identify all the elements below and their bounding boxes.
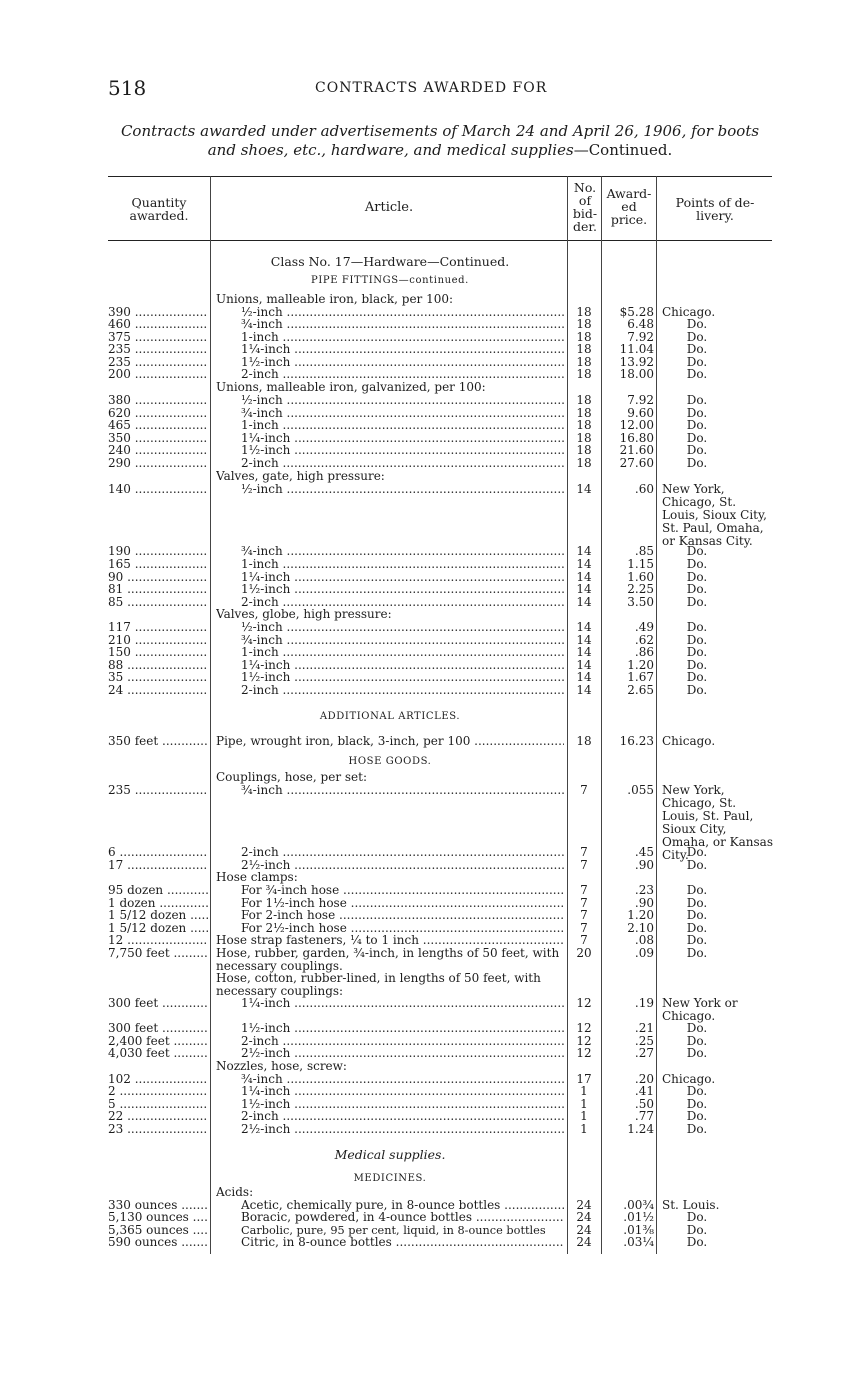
- price-cell: .50: [634, 1097, 654, 1111]
- article-cell: ¾-inch .....: [241, 318, 564, 331]
- article-cell: 1¼-inch .....: [241, 1085, 564, 1098]
- price-cell: .25: [634, 1034, 654, 1048]
- bidder-cell: 18: [576, 355, 592, 369]
- price-cell: 13.92: [619, 355, 654, 369]
- delivery-cell: Do.: [686, 1235, 708, 1249]
- header-bottom-rule: [108, 240, 772, 241]
- article-cell: 1¼-inch .....: [241, 571, 564, 584]
- article-cell: ½-inch .....: [241, 621, 564, 634]
- table-caption: [108, 122, 772, 160]
- delivery-cell: Do.: [686, 1097, 708, 1111]
- quantity-cell: 35 .....: [108, 671, 208, 684]
- table-row: [0, 1047, 843, 1060]
- price-cell: .01⅜: [623, 1223, 654, 1237]
- article-cell: 2-inch .....: [241, 596, 564, 609]
- price-cell: .85: [634, 544, 654, 558]
- table-row: [0, 558, 843, 571]
- delivery-cell: Do.: [686, 658, 708, 672]
- quantity-cell: 140 .....: [108, 483, 208, 496]
- bidder-cell: 14: [576, 633, 592, 647]
- wrapped-article: Hose, rubber, garden, ¾-inch, in lengths of 50 feet, with necessary couplings.: [216, 946, 560, 973]
- delivery-cell: Chicago.: [662, 1072, 716, 1086]
- article-cell: Citric, in 8-ounce bottles .....: [241, 1236, 564, 1249]
- delivery-cell: Do.: [686, 367, 708, 381]
- quantity-cell: 85 .....: [108, 596, 208, 609]
- quantity-cell: 90 .....: [108, 571, 208, 584]
- delivery-cell: Do.: [686, 595, 708, 609]
- delivery-cell: Do.: [686, 670, 708, 684]
- table-row: [0, 457, 843, 470]
- article-cell: ½-inch .....: [241, 483, 564, 496]
- price-cell: .49: [634, 620, 654, 634]
- delivery-cell: Do.: [686, 443, 708, 457]
- table-row: [0, 1022, 843, 1035]
- article-cell: Boracic, powdered, in 4-ounce bottles .....: [241, 1211, 564, 1224]
- bidder-cell: 14: [576, 595, 592, 609]
- price-cell: .09: [634, 946, 654, 960]
- article-cell: ¾-inch .....: [241, 784, 564, 797]
- quantity-cell: 4,030 feet .....: [108, 1047, 208, 1060]
- price-cell: 11.04: [619, 342, 654, 356]
- article-cell: 1¼-inch .....: [241, 343, 564, 356]
- bidder-cell: 1: [580, 1084, 588, 1098]
- article-cell: For 2½-inch hose .....: [241, 922, 564, 935]
- delivery-cell: Do.: [686, 933, 708, 947]
- price-cell: .21: [634, 1021, 654, 1035]
- price-cell: .08: [634, 933, 654, 947]
- price-cell: 9.60: [627, 406, 654, 420]
- bidder-cell: 1: [580, 1097, 588, 1111]
- quantity-cell: 81 .....: [108, 583, 208, 596]
- quantity-cell: 1 5/12 dozen .....: [108, 922, 208, 935]
- quantity-cell: 465 .....: [108, 419, 208, 432]
- bidder-cell: 18: [576, 393, 592, 407]
- delivery-cell: Do.: [686, 342, 708, 356]
- quantity-cell: 620 .....: [108, 407, 208, 420]
- bidder-cell: 12: [576, 1021, 592, 1035]
- delivery-points: New York, Chicago, St. Louis, St. Paul, Sioux City, Omaha, or Kansas City.: [662, 783, 773, 862]
- quantity-cell: 22 .....: [108, 1110, 208, 1123]
- quantity-cell: 300 feet .....: [108, 997, 208, 1010]
- article-cell: 2½-inch .....: [241, 1047, 564, 1060]
- article-cell: 1½-inch .....: [241, 583, 564, 596]
- group-heading: Unions, malleable iron, black, per 100:: [216, 293, 454, 306]
- delivery-cell: Do.: [686, 620, 708, 634]
- article-cell: 1-inch .....: [241, 646, 564, 659]
- quantity-cell: 330 ounces .....: [108, 1199, 208, 1212]
- quantity-cell: 390 .....: [108, 306, 208, 319]
- delivery-cell: Do.: [686, 633, 708, 647]
- bidder-cell: 24: [576, 1210, 592, 1224]
- quantity-cell: 165 .....: [108, 558, 208, 571]
- article-cell: For 2-inch hose .....: [241, 909, 564, 922]
- bidder-cell: 7: [580, 845, 588, 859]
- delivery-cell: Do.: [686, 431, 708, 445]
- quantity-cell: 1 5/12 dozen .....: [108, 909, 208, 922]
- table-row: [0, 343, 843, 356]
- price-cell: 6.48: [627, 317, 654, 331]
- price-cell: .60: [634, 482, 654, 496]
- group-heading: Hose clamps:: [216, 871, 298, 884]
- article-cell: 1½-inch .....: [241, 444, 564, 457]
- table-row: [0, 1123, 843, 1136]
- price-cell: .01½: [623, 1210, 654, 1224]
- bidder-cell: 12: [576, 1046, 592, 1060]
- bidder-cell: 18: [576, 418, 592, 432]
- table-row: [0, 671, 843, 684]
- bidder-cell: 24: [576, 1235, 592, 1249]
- article-cell: 1½-inch .....: [241, 356, 564, 369]
- group-heading: Acids:: [216, 1186, 254, 1199]
- bidder-cell: 1: [580, 1109, 588, 1123]
- header-article: Article.: [364, 200, 414, 215]
- article-cell: Pipe, wrought iron, black, 3-inch, per 100 .....: [216, 735, 564, 748]
- price-cell: .90: [634, 858, 654, 872]
- table-row: [0, 545, 843, 558]
- bidder-cell: 18: [576, 431, 592, 445]
- pipe-fittings-heading: PIPE FITTINGS—continued.: [311, 275, 469, 286]
- quantity-cell: 350 .....: [108, 432, 208, 445]
- quantity-cell: 235 .....: [108, 343, 208, 356]
- quantity-cell: 235 .....: [108, 784, 208, 797]
- bidder-cell: 18: [576, 317, 592, 331]
- article-cell: 2-inch .....: [241, 1110, 564, 1123]
- bidder-cell: 14: [576, 683, 592, 697]
- delivery-cell: Do.: [686, 544, 708, 558]
- quantity-cell: 300 feet .....: [108, 1022, 208, 1035]
- header-quantity: Quantity awarded.: [129, 195, 189, 223]
- bidder-cell: 18: [576, 342, 592, 356]
- bidder-cell: 24: [576, 1198, 592, 1212]
- header-bidder: No. of bid- der.: [572, 180, 598, 234]
- delivery-cell: Do.: [686, 645, 708, 659]
- price-cell: .27: [634, 1046, 654, 1060]
- price-cell: 2.65: [627, 683, 654, 697]
- delivery-cell: Do.: [686, 393, 708, 407]
- price-cell: 2.25: [627, 582, 654, 596]
- delivery-cell: Do.: [686, 845, 708, 859]
- quantity-cell: 17 .....: [108, 859, 208, 872]
- delivery-cell: Do.: [686, 456, 708, 470]
- article-cell: 2-inch .....: [241, 457, 564, 470]
- price-cell: 1.60: [627, 570, 654, 584]
- bidder-cell: 14: [576, 620, 592, 634]
- quantity-cell: 590 ounces .....: [108, 1236, 208, 1249]
- quantity-cell: 95 dozen .....: [108, 884, 208, 897]
- quantity-cell: 290 .....: [108, 457, 208, 470]
- table-row: [0, 1211, 843, 1224]
- delivery-cell: Do.: [686, 330, 708, 344]
- article-cell: For ¾-inch hose .....: [241, 884, 564, 897]
- quantity-cell: 12 .....: [108, 934, 208, 947]
- table-row: [0, 444, 843, 457]
- delivery-cell: Do.: [686, 1223, 708, 1237]
- article-cell: ¾-inch .....: [241, 1073, 564, 1086]
- article-cell: 1½-inch .....: [241, 1098, 564, 1111]
- article-cell: 1-inch .....: [241, 331, 564, 344]
- delivery-cell: Do.: [686, 883, 708, 897]
- article-cell: 2-inch .....: [241, 368, 564, 381]
- bidder-cell: 14: [576, 544, 592, 558]
- delivery-cell: Do.: [686, 570, 708, 584]
- bidder-cell: 14: [576, 645, 592, 659]
- bidder-cell: 14: [576, 482, 592, 496]
- delivery-cell: Do.: [686, 1084, 708, 1098]
- group-heading: Valves, gate, high pressure:: [216, 470, 385, 483]
- delivery-cell: Do.: [686, 896, 708, 910]
- quantity-cell: 200 .....: [108, 368, 208, 381]
- page-number: 518: [108, 76, 147, 100]
- bidder-cell: 7: [580, 883, 588, 897]
- delivery-cell: St. Louis.: [662, 1198, 720, 1212]
- group-heading: Nozzles, hose, screw:: [216, 1060, 347, 1073]
- price-cell: 7.92: [627, 330, 654, 344]
- additional-heading: ADDITIONAL ARTICLES.: [319, 711, 461, 722]
- group-heading: Valves, globe, high pressure:: [216, 608, 392, 621]
- article-cell: ¾-inch .....: [241, 634, 564, 647]
- price-cell: 1.67: [627, 670, 654, 684]
- bidder-cell: 7: [580, 933, 588, 947]
- bidder-cell: 20: [576, 946, 592, 960]
- quantity-cell: 88 .....: [108, 659, 208, 672]
- table-row: [0, 684, 843, 697]
- table-row: [0, 1110, 843, 1123]
- article-cell: 2-inch .....: [241, 846, 564, 859]
- delivery-points: New York, Chicago, St. Louis, Sioux City, St. Paul, Omaha, or Kansas City.: [662, 482, 767, 548]
- quantity-cell: 375 .....: [108, 331, 208, 344]
- hose-goods-heading: HOSE GOODS.: [348, 756, 432, 767]
- quantity-cell: 240 .....: [108, 444, 208, 457]
- bidder-cell: 7: [580, 908, 588, 922]
- article-cell: 1¼-inch .....: [241, 432, 564, 445]
- price-cell: .20: [634, 1072, 654, 1086]
- article-cell: 1-inch .....: [241, 419, 564, 432]
- price-cell: .62: [634, 633, 654, 647]
- article-cell: 2-inch .....: [241, 1035, 564, 1048]
- bidder-cell: 18: [576, 330, 592, 344]
- delivery-cell: Do.: [686, 1109, 708, 1123]
- table-row: [0, 368, 843, 381]
- price-cell: .90: [634, 896, 654, 910]
- price-cell: 1.20: [627, 908, 654, 922]
- quantity-cell: 1 dozen .....: [108, 897, 208, 910]
- running-head: CONTRACTS AWARDED FOR: [315, 80, 548, 96]
- table-row: [0, 621, 843, 634]
- delivery-cell: Do.: [686, 908, 708, 922]
- bidder-cell: 7: [580, 858, 588, 872]
- group-heading: Hose, cotton, rubber-lined, in lengths of 50 feet, with necessary couplings:: [216, 971, 541, 998]
- price-cell: 1.20: [627, 658, 654, 672]
- quantity-cell: 23 .....: [108, 1123, 208, 1136]
- table-row: [0, 909, 843, 922]
- bidder-cell: 14: [576, 570, 592, 584]
- article-cell: 1½-inch .....: [241, 1022, 564, 1035]
- price-cell: .86: [634, 645, 654, 659]
- price-cell: .19: [634, 996, 654, 1010]
- bidder-cell: 14: [576, 582, 592, 596]
- delivery-cell: Chicago.: [662, 305, 716, 319]
- quantity-cell: 24 .....: [108, 684, 208, 697]
- article-cell: ¾-inch .....: [241, 407, 564, 420]
- table-row: [0, 419, 843, 432]
- article-cell: Hose strap fasteners, ¼ to 1 inch .....: [216, 934, 564, 947]
- price-cell: .00¾: [623, 1198, 654, 1212]
- quantity-cell: 380 .....: [108, 394, 208, 407]
- article-cell: 2½-inch .....: [241, 859, 564, 872]
- price-cell: .41: [634, 1084, 654, 1098]
- table-row: [0, 1085, 843, 1098]
- quantity-cell: 350 feet .....: [108, 735, 208, 748]
- article-cell: ½-inch .....: [241, 306, 564, 319]
- class-heading: Class No. 17—Hardware—Continued.: [270, 254, 510, 269]
- price-cell: 2.10: [627, 921, 654, 935]
- quantity-cell: 150 .....: [108, 646, 208, 659]
- quantity-cell: 5 .....: [108, 1098, 208, 1111]
- bidder-cell: 14: [576, 658, 592, 672]
- delivery-cell: Do.: [686, 557, 708, 571]
- delivery-cell: Do.: [686, 317, 708, 331]
- table-row: [0, 735, 843, 748]
- bidder-cell: 1: [580, 1122, 588, 1136]
- article-cell: 2-inch .....: [241, 684, 564, 697]
- table-row: [0, 846, 843, 859]
- caption-continued: —Continued.: [573, 141, 673, 159]
- table-row: [0, 1236, 843, 1249]
- medicines-heading: MEDICINES.: [353, 1173, 427, 1184]
- quantity-cell: 5,130 ounces .....: [108, 1211, 208, 1224]
- medical-heading: Medical supplies.: [334, 1147, 446, 1162]
- price-cell: 16.23: [619, 734, 654, 748]
- delivery-cell: Do.: [686, 1210, 708, 1224]
- delivery-points: New York or Chicago.: [662, 996, 738, 1023]
- delivery-cell: Chicago.: [662, 734, 716, 748]
- quantity-cell: 235 .....: [108, 356, 208, 369]
- price-cell: 12.00: [619, 418, 654, 432]
- quantity-cell: 190 .....: [108, 545, 208, 558]
- article-cell: Carbolic, pure, 95 per cent, liquid, in 8-ounce bottles: [241, 1224, 546, 1237]
- price-cell: 18.00: [619, 367, 654, 381]
- bidder-cell: 7: [580, 896, 588, 910]
- delivery-cell: Do.: [686, 406, 708, 420]
- quantity-cell: 2 .....: [108, 1085, 208, 1098]
- price-cell: .055: [627, 783, 654, 797]
- table-row: [0, 884, 843, 897]
- quantity-cell: 460 .....: [108, 318, 208, 331]
- bidder-cell: 7: [580, 783, 588, 797]
- bidder-cell: 24: [576, 1223, 592, 1237]
- article-cell: 1-inch .....: [241, 558, 564, 571]
- bidder-cell: 18: [576, 305, 592, 319]
- quantity-cell: 5,365 ounces .....: [108, 1224, 208, 1237]
- bidder-cell: 18: [576, 443, 592, 457]
- quantity-cell: 210 .....: [108, 634, 208, 647]
- bidder-cell: 12: [576, 1034, 592, 1048]
- table-row: [0, 583, 843, 596]
- bidder-cell: 18: [576, 456, 592, 470]
- bidder-cell: 18: [576, 367, 592, 381]
- price-cell: .77: [634, 1109, 654, 1123]
- delivery-cell: Do.: [686, 355, 708, 369]
- article-cell: ½-inch .....: [241, 394, 564, 407]
- bidder-cell: 18: [576, 406, 592, 420]
- price-cell: .45: [634, 845, 654, 859]
- quantity-cell: 7,750 feet .....: [108, 947, 208, 960]
- bidder-cell: 7: [580, 921, 588, 935]
- header-price: Award- ed price.: [606, 186, 652, 227]
- price-cell: 27.60: [619, 456, 654, 470]
- article-cell: For 1½-inch hose .....: [241, 897, 564, 910]
- bidder-cell: 14: [576, 670, 592, 684]
- table-row: [0, 394, 843, 407]
- article-cell: ¾-inch .....: [241, 545, 564, 558]
- bidder-cell: 18: [576, 734, 592, 748]
- quantity-cell: 117 .....: [108, 621, 208, 634]
- article-cell: Acetic, chemically pure, in 8-ounce bottles .....: [241, 1199, 564, 1212]
- price-cell: 1.15: [627, 557, 654, 571]
- table-row: [0, 646, 843, 659]
- quantity-cell: 102 .....: [108, 1073, 208, 1086]
- table-top-rule: [108, 176, 772, 177]
- bidder-cell: 12: [576, 996, 592, 1010]
- bidder-cell: 17: [576, 1072, 592, 1086]
- quantity-cell: 2,400 feet .....: [108, 1035, 208, 1048]
- article-cell: 1¼-inch .....: [241, 997, 564, 1010]
- price-cell: 3.50: [627, 595, 654, 609]
- price-cell: 7.92: [627, 393, 654, 407]
- bidder-cell: 14: [576, 557, 592, 571]
- delivery-cell: Do.: [686, 921, 708, 935]
- caption-text: Contracts awarded under advertisements of March 24 and April 26, 1906, for boots and shoes, etc., hardware, and medical supplies: [120, 122, 760, 159]
- article-cell: 1½-inch .....: [241, 671, 564, 684]
- delivery-cell: Do.: [686, 418, 708, 432]
- delivery-cell: Do.: [686, 858, 708, 872]
- price-cell: .23: [634, 883, 654, 897]
- price-cell: .03¼: [623, 1235, 654, 1249]
- delivery-cell: Do.: [686, 683, 708, 697]
- price-cell: 1.24: [627, 1122, 654, 1136]
- article-cell: 2½-inch .....: [241, 1123, 564, 1136]
- delivery-cell: Do.: [686, 946, 708, 960]
- table-row: [0, 318, 843, 331]
- header-delivery: Points of de- livery.: [675, 195, 755, 223]
- delivery-cell: Do.: [686, 1046, 708, 1060]
- delivery-cell: Do.: [686, 1122, 708, 1136]
- article-cell: 1¼-inch .....: [241, 659, 564, 672]
- group-heading: Unions, malleable iron, galvanized, per 100:: [216, 381, 486, 394]
- group-heading: Couplings, hose, per set:: [216, 771, 367, 784]
- delivery-cell: Do.: [686, 582, 708, 596]
- delivery-cell: Do.: [686, 1021, 708, 1035]
- price-cell: $5.28: [619, 305, 654, 319]
- quantity-cell: 6 .....: [108, 846, 208, 859]
- price-cell: 21.60: [619, 443, 654, 457]
- delivery-cell: Do.: [686, 1034, 708, 1048]
- price-cell: 16.80: [619, 431, 654, 445]
